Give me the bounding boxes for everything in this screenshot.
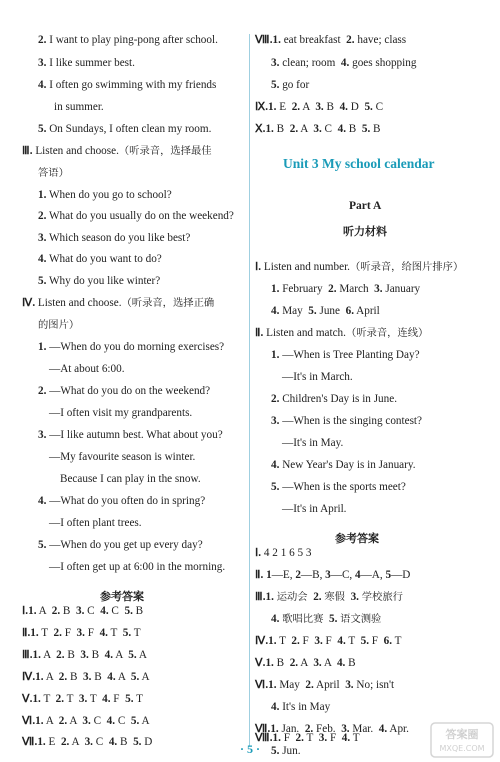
left-text-line: 3. I like summer best. [38,57,135,69]
left-text-line: 3. Which season do you like best? [38,232,191,244]
right-text-line: 1. February 2. March 3. January [271,283,421,295]
left-text-line: 5. Why do you like winter? [38,275,161,287]
left-text-line: Ⅲ. Listen and choose.（听录音，选择最佳 [22,145,212,157]
left-text-line: 答语） [38,167,69,179]
left-text-line: 2. What do you usually do on the weekend? [38,210,234,222]
left-text-line: 5. —When do you get up every day? [38,539,203,551]
svg-text:MXQE.COM: MXQE.COM [439,744,485,753]
left-text-line: 2. I want to play ping-pong after school. [38,34,218,46]
left-text-line: 4. I often go swimming with my friends [38,79,217,91]
right-text-line: Ⅹ.1. B 2. A 3. C 4. B 5. B [255,123,381,135]
left-text-line: Ⅶ.1. E 2. A 3. C 4. B 5. D [22,736,153,748]
left-text-line: —I often visit my grandparents. [49,407,193,419]
left-text-line: 2. —What do you do on the weekend? [38,385,211,397]
part-title: Part A [349,200,382,212]
left-text-line: 3. —I like autumn best. What about you? [38,429,223,441]
left-text-line: —My favourite season is winter. [49,451,196,463]
svg-text:答案圈: 答案圈 [445,728,479,741]
right-text-line: 5. Jun. [271,745,301,757]
unit-title: Unit 3 My school calendar [283,156,435,171]
right-text-line: 4. New Year's Day is in January. [271,459,416,471]
left-text-line: Ⅵ.1. A 2. A 3. C 4. C 5. A [22,715,150,727]
right-text-line: —It's in March. [282,371,353,383]
right-text-line: 4. May 5. June 6. April [271,305,380,317]
left-text-line: Ⅲ.1. A 2. B 3. B 4. A 5. A [22,649,147,661]
right-text-line: 4. 歌唱比赛 5. 语文测验 [271,613,382,625]
listening-heading: 听力材料 [343,225,387,238]
left-text-line: 的图片） [38,319,80,331]
left-text-line: Because I can play in the snow. [60,473,201,485]
right-text-line: Ⅵ.1. May 2. April 3. No; isn't [255,679,395,691]
right-text-line: Ⅱ. Listen and match.（听录音，连线） [255,327,429,339]
left-text-line: Ⅳ. Listen and choose.（听录音，选择正确 [22,297,215,309]
left-text-line: —I often plant trees. [49,517,142,529]
left-text-line: 4. What do you want to do? [38,253,162,265]
right-text-line: Ⅱ. 1—E, 2—B, 3—C, 4—A, 5—D [255,569,411,581]
page-number: · 5 · [239,742,260,756]
right-text-line: Ⅳ.1. T 2. F 3. F 4. T 5. F 6. T [255,635,402,647]
left-text-line: Ⅳ.1. A 2. B 3. B 4. A 5. A [22,671,150,683]
right-text-line: 5. go for [271,79,310,91]
answers-heading-left: 参考答案 [100,590,144,603]
right-text-line: 1. —When is Tree Planting Day? [271,349,420,361]
left-text-line: —At about 6:00. [49,363,125,375]
left-text-line: 1. —When do you do morning exercises? [38,341,225,353]
answers-heading-right: 参考答案 [335,532,379,545]
left-text-line: Ⅴ.1. T 2. T 3. T 4. F 5. T [22,693,143,705]
left-text-line: Ⅱ.1. T 2. F 3. F 4. T 5. T [22,627,141,639]
right-text-line: Ⅲ.1. 运动会 2. 寒假 3. 学校旅行 [255,591,403,603]
right-text-line: Ⅰ. 4 2 1 6 5 3 [255,547,312,559]
right-text-line: Ⅷ.1. F 2. T 3. F 4. T [255,732,360,744]
left-text-line: 1. When do you go to school? [38,189,172,201]
watermark-logo [430,722,494,758]
right-text-line: Ⅴ.1. B 2. A 3. A 4. B [255,657,356,669]
right-text-line: Ⅶ.1. Jan. 2. Feb. 3. Mar. 4. Apr. [255,723,409,735]
right-text-line: 3. clean; room 4. goes shopping [271,57,417,69]
right-text-line: —It's in April. [282,503,347,515]
right-text-line: —It's in May. [282,437,344,449]
left-text-line: —I often get up at 6:00 in the morning. [49,561,226,573]
right-text-line: 4. It's in May [271,701,331,713]
left-text-line: 4. —What do you often do in spring? [38,495,206,507]
right-text-line: Ⅷ.1. eat breakfast 2. have; class [255,34,407,46]
right-text-line: 3. —When is the singing contest? [271,415,423,427]
right-text-line: Ⅰ. Listen and number.（听录音，给图片排序） [255,261,464,273]
left-text-line: 5. On Sundays, I often clean my room. [38,123,212,135]
column-divider [249,34,250,746]
right-text-line: 2. Children's Day is in June. [271,393,398,405]
left-text-line: Ⅰ.1. A 2. B 3. C 4. C 5. B [22,605,144,617]
right-text-line: Ⅸ.1. E 2. A 3. B 4. D 5. C [255,101,384,113]
left-text-line: in summer. [54,101,104,113]
right-text-line: 5. —When is the sports meet? [271,481,406,493]
